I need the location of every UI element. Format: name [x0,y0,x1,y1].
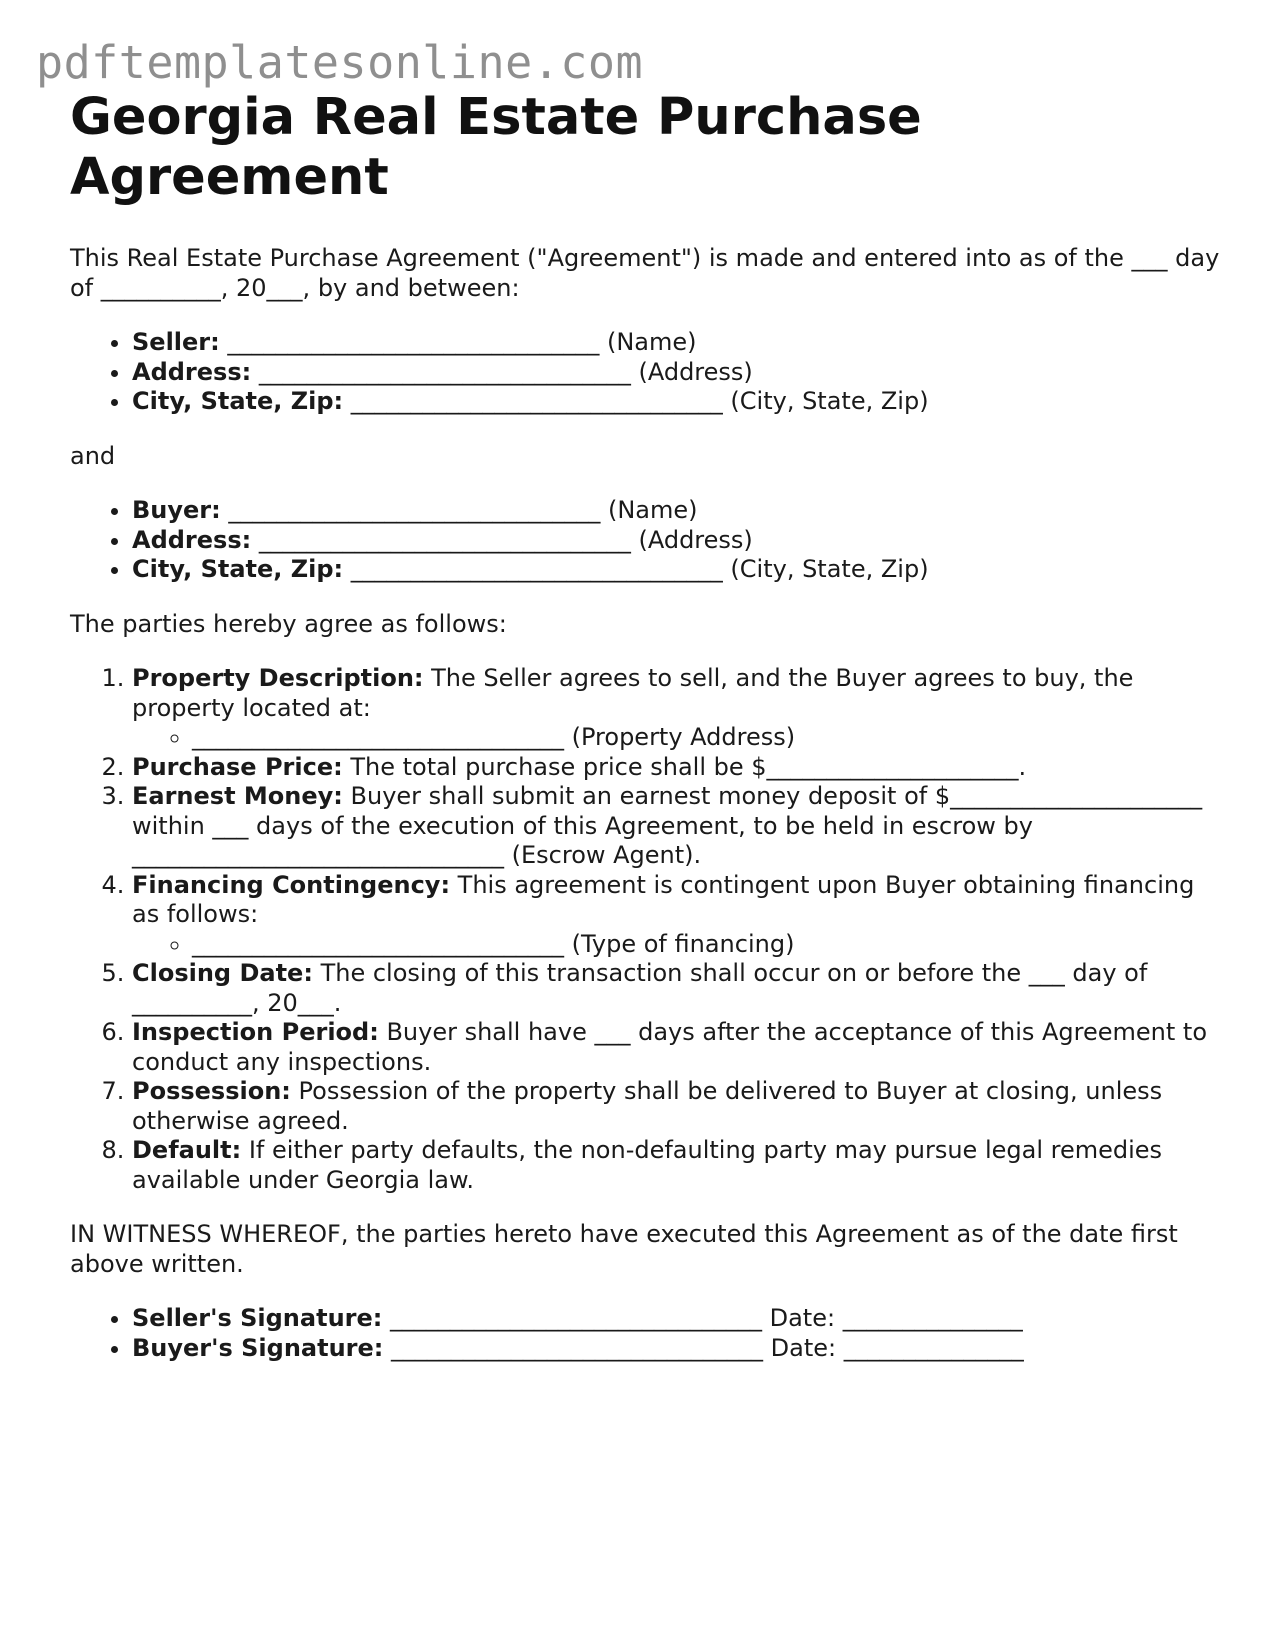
term-text: The closing of this transaction shall occur on or before the ___ day of __________, 20___. [132,959,1148,1017]
buyer-address-item [132,526,1220,556]
document-page [70,88,1220,1363]
term-financing-contingency [132,871,1220,960]
term-text: If either party defaults, the non-defaulting party may pursue legal remedies available under Georgia law. [132,1136,1163,1194]
seller-info-list [70,328,1220,417]
term-earnest-money [132,782,1220,871]
signature-blank: _______________________________ Date: _______________ [383,1333,1024,1362]
term-inspection-period [132,1018,1220,1077]
buyer-info-list [70,496,1220,585]
field-blank: _______________________________ (Address) [251,357,753,386]
buyer-city-item [132,555,1220,585]
term-label: Purchase Price: [132,752,343,781]
field-label: Seller: [132,328,220,356]
signature-list [70,1304,1220,1363]
seller-city-item [132,387,1220,417]
term-closing-date [132,959,1220,1018]
watermark: pdftemplatesonline.com [36,36,644,89]
document-title: Georgia Real Estate Purchase Agreement [70,88,922,207]
field-blank: _______________________________ (City, State, Zip) [343,555,929,583]
term-property-description [132,664,1220,753]
seller-address-item [132,358,1220,388]
term-label: Possession: [132,1077,291,1105]
term-label: Property Description: [132,664,424,692]
buyer-signature-item [132,1334,1220,1364]
seller-name-item [132,328,1220,358]
signature-label: Buyer's Signature: [132,1333,384,1362]
term-sublist [132,930,1220,960]
seller-signature-item [132,1304,1220,1334]
term-text: This agreement is contingent upon Buyer obtaining financing as follows: [132,870,1195,928]
term-text: Buyer shall submit an earnest money deposit of $_____________________ within ___ days of the execution of this Agreement, to be held in escrow by _______________________________ (Escrow Agent). [132,782,1203,869]
financing-type-blank: ◦ _______________________________ (Type of financing) [192,930,1220,960]
buyer-name-item [132,496,1220,526]
term-label: Inspection Period: [132,1018,379,1046]
parties-agree-text: The parties hereby agree as follows: [70,609,507,638]
term-label: Financing Contingency: [132,870,451,899]
term-label: Default: [132,1136,242,1164]
term-text: Possession of the property shall be delivered to Buyer at closing, unless otherwise agreed. [132,1077,1163,1135]
field-blank: _______________________________ (City, State, Zip) [343,387,929,415]
term-text: Buyer shall have ___ days after the acceptance of this Agreement to conduct any inspections. [132,1018,1208,1076]
property-address-blank: ◦ _______________________________ (Property Address) [192,723,1220,753]
intro-paragraph: This Real Estate Purchase Agreement ("Agreement") is made and entered into as of the ___ day of __________, 20___, by and between: [70,244,1220,302]
field-blank: _______________________________ (Name) [220,496,698,524]
field-label: City, State, Zip: [132,555,344,583]
field-blank: _______________________________ (Name) [219,328,697,356]
field-blank: _______________________________ (Address) [251,525,753,554]
field-label: Address: [132,357,252,386]
term-sublist [132,723,1220,753]
field-label: Buyer: [132,496,221,524]
signature-label: Seller's Signature: [132,1304,383,1332]
term-label: Earnest Money: [132,782,343,810]
term-text: The total purchase price shall be $_____________________. [342,752,1027,781]
signature-blank: _______________________________ Date: _______________ [382,1304,1023,1332]
terms-list [70,664,1220,1195]
and-text: and [70,441,116,470]
term-purchase-price [132,753,1220,783]
field-label: City, State, Zip: [132,387,344,415]
term-possession [132,1077,1220,1136]
term-label: Closing Date: [132,959,313,987]
term-default [132,1136,1220,1195]
term-text: The Seller agrees to sell, and the Buyer agrees to buy, the property located at: [132,664,1134,722]
field-label: Address: [132,525,252,554]
witness-paragraph: IN WITNESS WHEREOF, the parties hereto have executed this Agreement as of the date first above written. [70,1220,1178,1278]
